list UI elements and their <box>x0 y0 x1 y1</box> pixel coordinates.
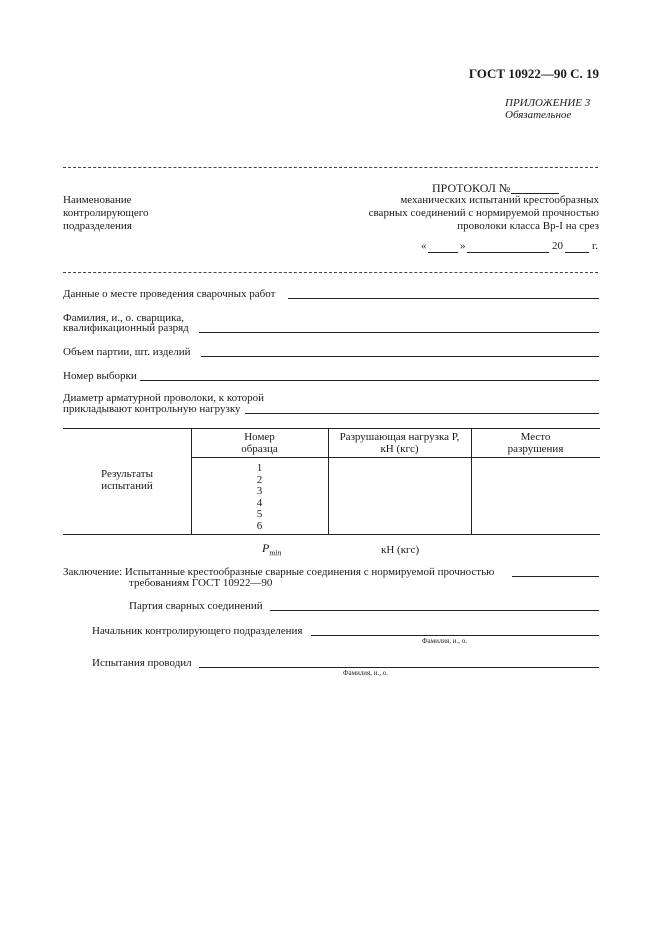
date-year-field[interactable] <box>565 252 589 253</box>
sample-number-5: 5 <box>256 508 263 520</box>
date-close-quote: » <box>460 240 466 252</box>
sample-number-2: 2 <box>256 473 263 486</box>
sample-number-1: 1 <box>256 462 263 474</box>
appendix-status: Обязательное <box>505 109 572 121</box>
conclusion-line-1: Заключение: Испытанные крестообразные сварные соединения с нормируемой прочностью <box>63 566 495 578</box>
page-reference: ГОСТ 10922—90 С. 19 <box>468 66 599 81</box>
date-day-field[interactable] <box>428 252 458 253</box>
header-failure-location: Место разрушения <box>507 431 564 455</box>
results-row-label: Результаты испытаний <box>101 468 153 492</box>
mid-rule <box>63 272 598 273</box>
diameter-label-2: прикладывают контрольную нагрузку <box>63 403 241 415</box>
welder-label-2: квалификационный разряд <box>63 322 189 334</box>
header-sample-number: Номер образца <box>241 431 278 455</box>
appendix-title: ПРИЛОЖЕНИЕ 3 <box>505 97 591 109</box>
tester-caption: Фамилия, и., о. <box>343 669 389 677</box>
conclusion-field[interactable] <box>512 576 599 577</box>
diameter-label-1: Диаметр арматурной проволоки, к которой <box>63 392 265 404</box>
pmin-unit: кН (кгс) <box>381 544 420 556</box>
batch-label: Объем партии, шт. изделий <box>63 346 191 358</box>
table-header-divider <box>191 457 600 458</box>
date-month-field[interactable] <box>467 252 549 253</box>
conclusion-line-2: требованиям ГОСТ 10922—90 <box>129 577 273 589</box>
date-suffix: г. <box>592 240 599 252</box>
pmin-symbol: $P_{min}$ <box>262 541 282 558</box>
place-label: Данные о месте проведения сварочных работ <box>63 288 276 300</box>
protocol-description: механических испытаний крестообразных сварных соединений с нормируемой прочностью проволоки класса Вр-I на срез <box>368 194 599 232</box>
sample-number-4: 4 <box>256 496 263 509</box>
head-of-division-caption: Фамилия, и., о. <box>422 637 468 645</box>
org-name-label: Наименование контролирующего подразделения <box>63 194 149 232</box>
date-year-prefix: 20 <box>552 240 563 252</box>
table-bottom-border <box>63 534 600 535</box>
tester-label: Испытания проводил <box>92 657 192 669</box>
diameter-field[interactable] <box>245 413 599 414</box>
welder-label-1: Фамилия, и., о. сварщика, <box>63 312 184 324</box>
head-of-division-field[interactable] <box>311 635 599 636</box>
head-of-division-label: Начальник контролирующего подразделения <box>92 625 303 637</box>
header-breaking-load: Разрушающая нагрузка P, кН (кгс) <box>339 431 460 455</box>
sample-field[interactable] <box>140 380 599 381</box>
tester-field[interactable] <box>199 667 599 668</box>
date-open-quote: « <box>421 240 427 252</box>
welded-batch-label: Партия сварных соединений <box>129 600 263 612</box>
welded-batch-field[interactable] <box>270 610 599 611</box>
sample-number-6: 6 <box>256 519 263 532</box>
sample-numbers-list <box>191 463 328 532</box>
batch-field[interactable] <box>201 356 599 357</box>
protocol-title: ПРОТОКОЛ № <box>432 181 511 195</box>
place-field[interactable] <box>288 298 599 299</box>
table-top-border <box>63 428 600 429</box>
top-rule <box>63 167 598 168</box>
sample-number-3: 3 <box>256 485 263 497</box>
sample-label: Номер выборки <box>63 370 137 382</box>
welder-field[interactable] <box>199 332 599 333</box>
